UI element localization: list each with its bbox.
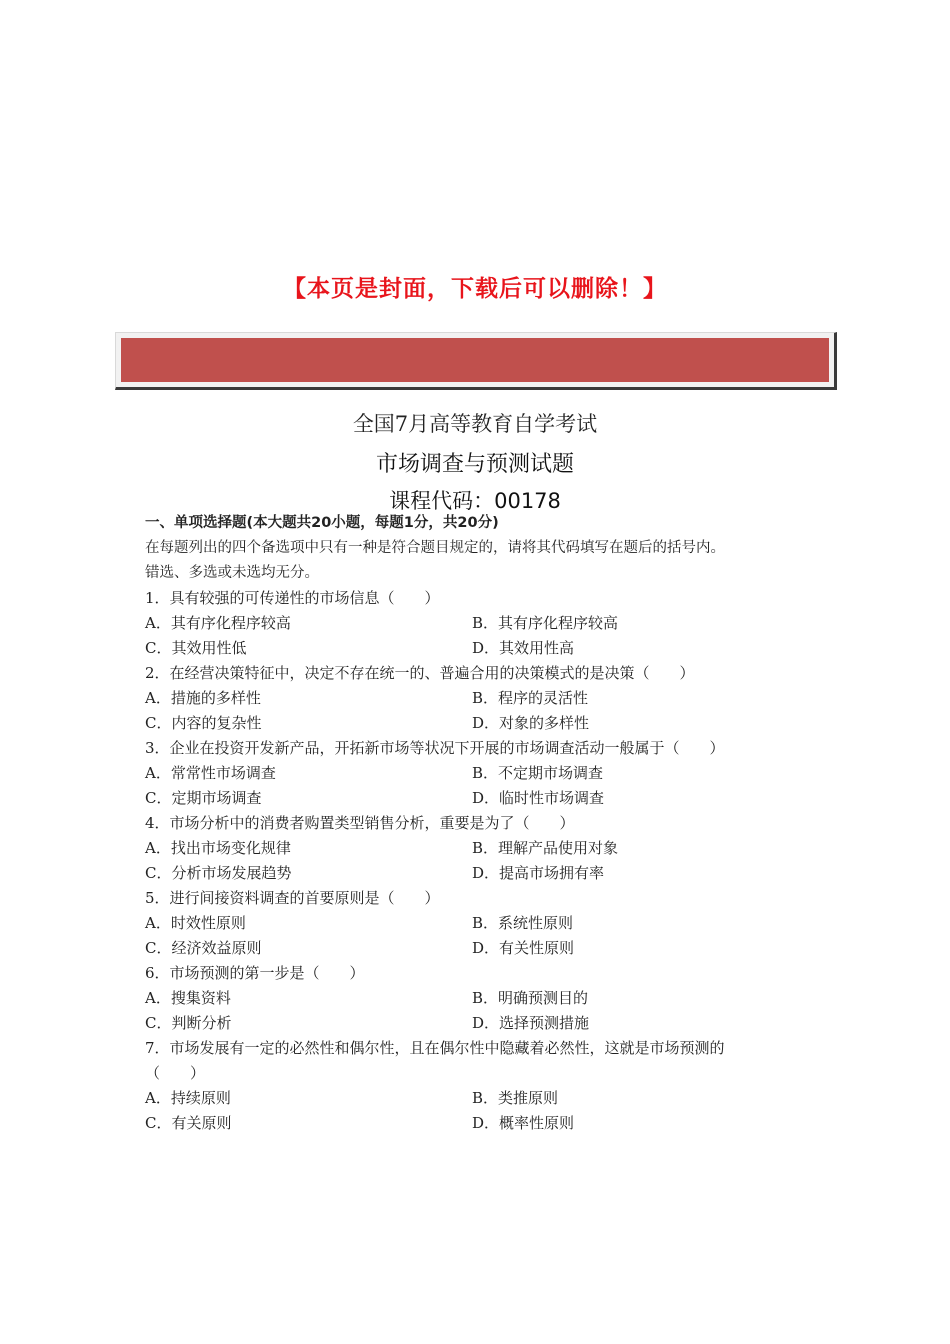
option-a: A．其有序化程序较高 (145, 614, 291, 632)
option-row (145, 686, 825, 711)
option-row (145, 636, 825, 661)
option-a: A．持续原则 (145, 1089, 231, 1107)
question-stem: 4．市场分析中的消费者购置类型销售分析，重要是为了（ ） (145, 814, 575, 832)
section-heading: 一、单项选择题(本大题共20小题，每题1分，共20分) (145, 515, 499, 531)
option-a: A．常常性市场调查 (145, 764, 276, 782)
option-c: C．经济效益原则 (145, 939, 262, 957)
option-row (145, 761, 825, 786)
option-a: A．搜集资料 (145, 989, 231, 1007)
option-row (145, 986, 825, 1011)
option-c: C．判断分析 (145, 1014, 232, 1032)
option-row (145, 836, 825, 861)
option-c: C．分析市场发展趋势 (145, 864, 292, 882)
option-row (145, 786, 825, 811)
option-d: D．对象的多样性 (472, 714, 590, 732)
option-d: D．概率性原则 (472, 1114, 575, 1132)
exam-content (145, 511, 825, 1136)
question-stem-continuation: （ ） (145, 1064, 206, 1082)
option-b: B．程序的灵活性 (472, 689, 589, 707)
question-stem: 1．具有较强的可传递性的市场信息（ ） (145, 589, 440, 607)
option-c: C．内容的复杂性 (145, 714, 262, 732)
option-d: D．有关性原则 (472, 939, 575, 957)
course-code: 课程代码：00178 (389, 489, 561, 513)
option-d: D．选择预测措施 (472, 1014, 590, 1032)
section-instruction: 错选、多选或未选均无分。 (145, 565, 319, 581)
option-b: B．不定期市场调查 (472, 764, 604, 782)
option-row (145, 911, 825, 936)
option-row (145, 936, 825, 961)
decorative-banner-frame (115, 332, 837, 390)
option-row (145, 1011, 825, 1036)
option-d: D．其效用性高 (472, 639, 575, 657)
option-c: C．其效用性低 (145, 639, 247, 657)
option-b: B．类推原则 (472, 1089, 559, 1107)
question-stem: 6．市场预测的第一步是（ ） (145, 964, 365, 982)
section-instruction: 在每题列出的四个备选项中只有一种是符合题目规定的，请将其代码填写在题后的括号内。 (145, 540, 725, 556)
option-row (145, 1086, 825, 1111)
option-row (145, 711, 825, 736)
option-b: B．其有序化程序较高 (472, 614, 619, 632)
option-c: C．有关原则 (145, 1114, 232, 1132)
exam-title: 全国7月高等教育自学考试 (352, 412, 598, 436)
subject-title: 市场调查与预测试题 (375, 452, 574, 477)
option-b: B．明确预测目的 (472, 989, 589, 1007)
question-stem: 3．企业在投资开发新产品，开拓新市场等状况下开展的市场调查活动一般属于（ ） (145, 739, 725, 757)
option-a: A．时效性原则 (145, 914, 246, 932)
option-a: A．措施的多样性 (145, 689, 261, 707)
option-a: A．找出市场变化规律 (145, 839, 291, 857)
question-stem: 2．在经营决策特征中，决定不存在统一的、普遍合用的决策模式的是决策（ ） (145, 664, 695, 682)
option-d: D．临时性市场调查 (472, 789, 605, 807)
question-stem: 7．市场发展有一定的必然性和偶尔性，且在偶尔性中隐藏着必然性，这就是市场预测的 (145, 1039, 725, 1057)
option-row (145, 861, 825, 886)
option-c: C．定期市场调查 (145, 789, 262, 807)
option-row (145, 1111, 825, 1136)
cover-notice: 【本页是封面，下载后可以删除！】 (283, 276, 667, 302)
option-d: D．提高市场拥有率 (472, 864, 605, 882)
option-b: B．理解产品使用对象 (472, 839, 619, 857)
question-stem: 5．进行间接资料调查的首要原则是（ ） (145, 889, 440, 907)
option-row (145, 611, 825, 636)
decorative-banner (121, 338, 829, 382)
option-b: B．系统性原则 (472, 914, 574, 932)
